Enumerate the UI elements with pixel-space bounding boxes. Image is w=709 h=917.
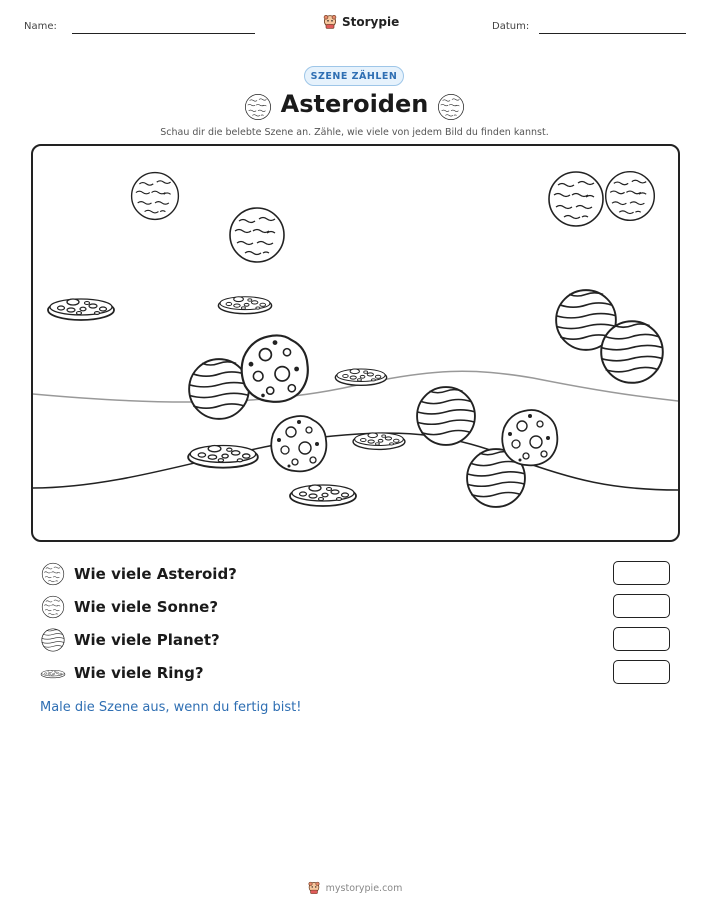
sun-icon <box>41 562 65 586</box>
footer-url[interactable]: mystorypie.com <box>325 882 403 894</box>
question-row-sun <box>40 594 670 620</box>
coloring-instruction: Male die Szene aus, wenn du fertig bist! <box>40 700 302 715</box>
asteroid-icon <box>271 416 326 471</box>
answer-box-asteroid[interactable] <box>613 561 670 585</box>
ring-icon <box>218 297 271 314</box>
footer <box>0 881 709 895</box>
planet-icon <box>417 387 475 445</box>
ring-icon <box>353 433 405 450</box>
answer-box-ring[interactable] <box>613 660 670 684</box>
mascot-icon <box>307 881 321 895</box>
brand-name: Storypie <box>342 15 400 29</box>
sun-icon <box>606 172 655 221</box>
asteroid-icon <box>242 335 308 401</box>
question-row-ring <box>40 660 670 686</box>
date-line[interactable] <box>539 33 686 34</box>
asteroid-icon <box>502 410 557 465</box>
answer-box-sun[interactable] <box>613 594 670 618</box>
question-row-asteroid <box>40 561 670 587</box>
counting-scene <box>31 144 680 542</box>
page-title: Asteroiden <box>280 90 429 118</box>
sun-icon <box>230 208 284 262</box>
planet-icon <box>601 321 663 383</box>
date-label: Datum: <box>492 21 530 32</box>
planet-icon <box>41 628 65 652</box>
ring-icon <box>290 485 356 506</box>
question-label: Wie viele Ring? <box>74 664 204 682</box>
question-row-planet <box>40 627 670 653</box>
name-label: Name: <box>24 21 57 32</box>
ring-icon <box>40 668 66 679</box>
question-label: Wie viele Planet? <box>74 631 220 649</box>
mascot-icon <box>322 14 338 30</box>
subtitle: Schau dir die belebte Szene an. Zähle, wie viele von jedem Bild du finden kannst. <box>160 127 549 138</box>
scene-illustration <box>33 146 678 540</box>
name-line[interactable] <box>72 33 255 34</box>
question-label: Wie viele Sonne? <box>74 598 219 616</box>
ring-icon <box>188 446 258 468</box>
sun-icon <box>41 595 65 619</box>
answer-box-planet[interactable] <box>613 627 670 651</box>
ring-icon <box>48 299 114 320</box>
sun-icon <box>132 173 179 220</box>
brand-logo <box>322 14 399 30</box>
planet-icon <box>189 359 249 419</box>
sun-icon <box>437 93 465 121</box>
question-label: Wie viele Asteroid? <box>74 565 237 583</box>
ring-icon <box>335 369 386 385</box>
category-badge: SZENE ZÄHLEN <box>304 66 404 86</box>
sun-icon <box>549 172 603 226</box>
